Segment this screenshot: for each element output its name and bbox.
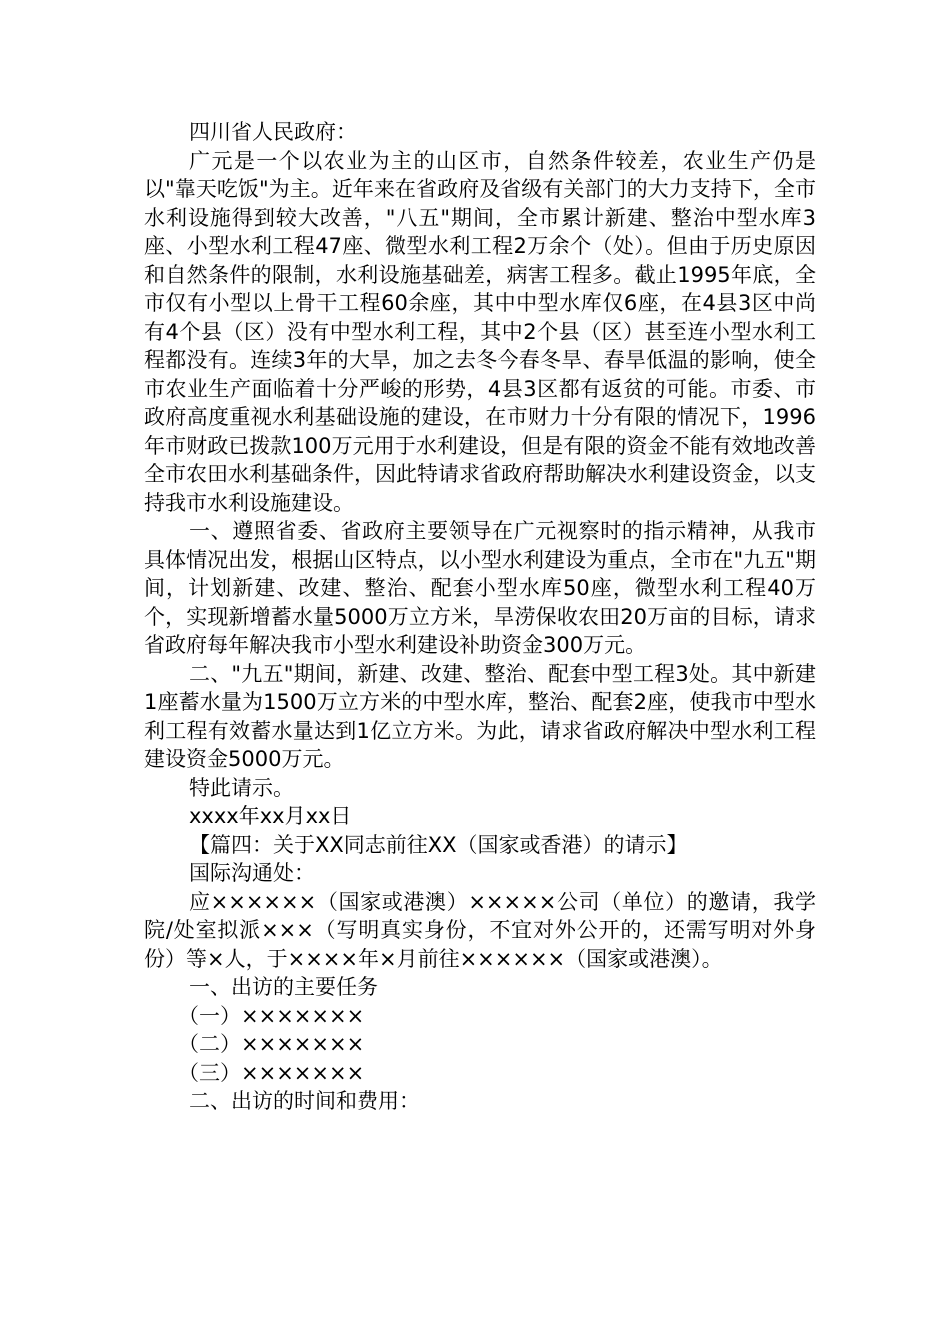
document-date: xxxx年xx月xx日 xyxy=(189,804,352,828)
document-body xyxy=(144,118,816,1116)
task-item: （一）××××××× xyxy=(178,1003,365,1028)
paragraph-introduction: 广元是一个以农业为主的山区市，自然条件较差，农业生产仍是以"靠天吃饭"为主。近年来在省政府及省级有关部门的大力支持下，全市水利设施得到较大改善，"八五"期间，全市累计新建、整治中型水库3座、小型水利工程47座、微型水利工程2万余个（处）。但由于历史原因和自然条件的限制，水利设施基础差，病害工程多。截止1995年底，全市仅有小型以上骨干工程60余座，其中中型水库仅6座，在4县3区中尚有4个县（区）没有中型水利工程，其中2个县（区）甚至连小型水利工程都没有。连续3年的大旱，加之去冬今春冬旱、春旱低温的影响，使全市农业生产面临着十分严峻的形势，4县3区都有返贫的可能。市委、市政府高度重视水利基础设施的建设，在市财力十分有限的情况下，1996年市财政已拨款100万元用于水利建设，但是有限的资金不能有效地改善全市农田水利基础条件，因此特请求省政府帮助解决水利建设资金，以支持我市水利设施建设。 xyxy=(144,148,816,515)
heading-time-and-cost: 二、出访的时间和费用： xyxy=(189,1089,420,1113)
salutation-international-office: 国际沟通处： xyxy=(189,861,315,885)
paragraph-invitation: 应××××××（国家或港澳）×××××公司（单位）的邀请，我学院/处室拟派×××（写明真实身份，不宜对外公开的，还需写明对外身份）等×人，于××××年×月前往××××××（国家或港澳）。 xyxy=(144,889,816,971)
paragraph-item-one: 一、遵照省委、省政府主要领导在广元视察时的指示精神，从我市具体情况出发，根据山区特点，以小型水利建设为重点，全市在"九五"期间，计划新建、改建、整治、配套小型水库50座，微型水利工程40万个，实现新增蓄水量5000万立方米，旱涝保收农田20万亩的目标，请求省政府每年解决我市小型水利建设补助资金300万元。 xyxy=(144,519,816,657)
section-title: 【篇四：关于XX同志前往XX（国家或香港）的请示】 xyxy=(189,832,688,857)
paragraph-item-two: 二、"九五"期间，新建、改建、整治、配套中型工程3处。其中新建1座蓄水量为1500万立方米的中型水库，整治、配套2座，使我市中型水利工程有效蓄水量达到1亿立方米。为此，请求省政府解决中型水利工程建设资金5000万元。 xyxy=(144,661,816,771)
closing-remark: 特此请示。 xyxy=(189,775,294,800)
salutation-provincial-government: 四川省人民政府： xyxy=(189,120,357,144)
task-item: （三）××××××× xyxy=(178,1060,365,1085)
task-item: （二）××××××× xyxy=(178,1032,365,1056)
heading-main-tasks: 一、出访的主要任务 xyxy=(189,975,378,999)
